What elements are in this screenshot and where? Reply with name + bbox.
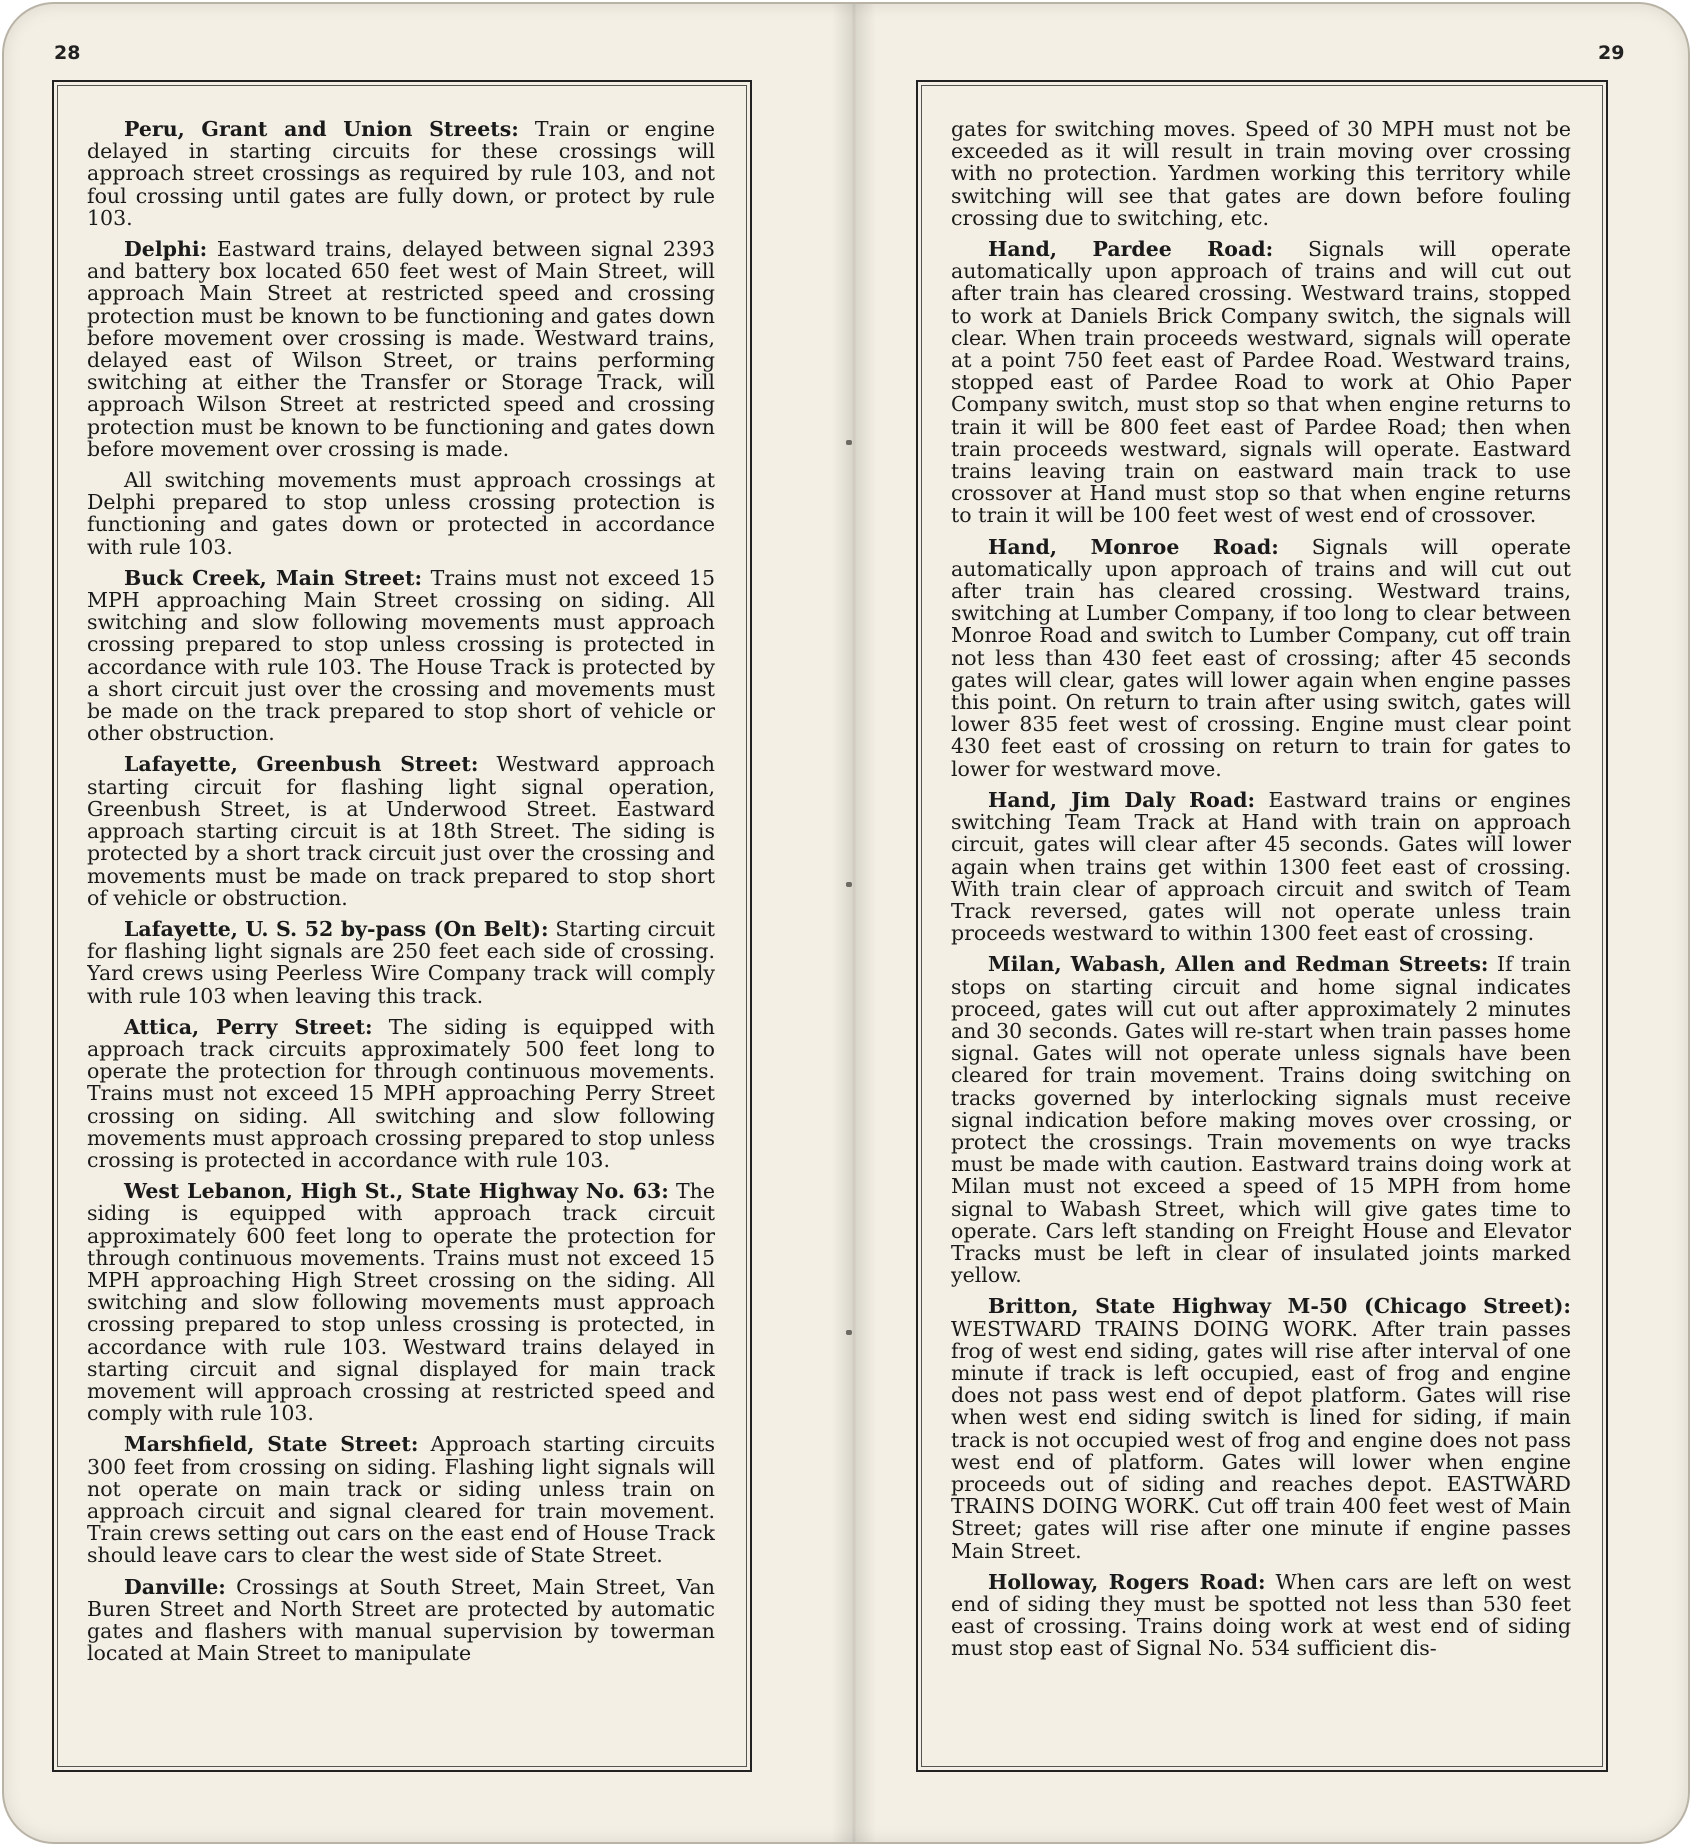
paragraph-text: Signals will operate automatically upon approach of trains and will cut out after train has cleared crossing. Westward trains, switching at Lumber Company, if too long to clear between Monroe Road and switch to Lumber Company, cut off train not less than 430 feet east of crossing; after 45 seconds gates will clear, gates will lower again when engine passes this point. On return to train after using switch, gates will lower 835 feet west of crossing. Engine must clear point 430 feet east of crossing on return to train for gates to lower for westward move.: [951, 534, 1571, 781]
left-page-frame: [52, 80, 752, 1772]
staple-mark: [846, 1330, 852, 1335]
paragraph-heading: Holloway, Rogers Road:: [988, 1569, 1266, 1594]
staple-mark: [846, 440, 852, 445]
paragraph-heading: Hand, Jim Daly Road:: [988, 787, 1256, 812]
paragraph-heading: Milan, Wabash, Allen and Redman Streets:: [988, 952, 1489, 977]
rule-paragraph: [951, 118, 1571, 229]
paragraph-heading: Buck Creek, Main Street:: [124, 565, 423, 590]
paragraph-heading: Lafayette, Greenbush Street:: [124, 752, 479, 777]
rule-paragraph: [951, 789, 1571, 944]
paragraph-heading: Attica, Perry Street:: [124, 1014, 373, 1039]
paragraph-text: gates for switching moves. Speed of 30 MPH must not be exceeded as it will result in train moving over crossing with no protection. Yardmen working this territory while switching will see that gates are down before fouling crossing due to switching, etc.: [951, 118, 1571, 230]
left-page-column: [87, 118, 715, 1750]
rule-paragraph: [951, 238, 1571, 527]
paragraph-heading: Peru, Grant and Union Streets:: [124, 118, 519, 141]
paragraph-heading: Lafayette, U. S. 52 by-pass (On Belt):: [124, 916, 549, 941]
paragraph-heading: Delphi:: [124, 237, 208, 262]
rule-paragraph: [87, 753, 715, 908]
paragraph-text: When cars are left on west end of siding they must be spotted not less than 530 feet east of crossing. Trains doing work at west end of siding must stop east of Signal No. 534 sufficient dis-: [951, 1569, 1571, 1661]
right-page-frame: [916, 80, 1608, 1772]
paragraph-text: All switching movements must approach crossings at Delphi prepared to stop unless crossing protection is functioning and gates down or protected in accordance with rule 103.: [87, 468, 715, 559]
paragraph-heading: West Lebanon, High St., State Highway No. 63:: [124, 1179, 669, 1204]
paragraph-text: Starting circuit for flashing light signals are 250 feet each side of crossing. Yard crews using Peerless Wire Company track will comply with rule 103 when leaving this track.: [87, 916, 715, 1008]
paragraph-text: Eastward trains, delayed between signal 2393 and battery box located 650 feet west of Main Street, will approach Main Street at restricted speed and crossing protection must be known to be functioning and gates down before movement over crossing is made. Westward trains, delayed east of Wilson Street, or trains performing switching at either the Transfer or Storage Track, will approach Wilson Street at restricted speed and crossing protection must be known to be functioning and gates down before movement over crossing is made.: [87, 237, 715, 461]
rule-paragraph: [951, 1571, 1571, 1660]
paragraph-text: The siding is equipped with approach track circuits approximately 500 feet long to operate the protection for through continuous movements. Trains must not exceed 15 MPH approaching Perry Street crossing on siding. All switching and slow following movements must approach crossing prepared to stop unless crossing is protected in accordance with rule 103.: [87, 1014, 715, 1172]
rule-paragraph: [87, 469, 715, 558]
rule-paragraph: [951, 536, 1571, 780]
rule-paragraph: [87, 1433, 715, 1566]
rule-paragraph: [951, 1295, 1571, 1561]
staple-mark: [846, 882, 852, 887]
left-page-number: 28: [54, 42, 81, 64]
paragraph-text: Eastward trains or engines switching Team Track at Hand with train on approach circuit, gates will clear after 45 seconds. Gates will lower again when trains get within 1300 feet east of crossing. With train clear of approach circuit and switch of Team Track reversed, gates will not operate unless train proceeds westward to within 1300 feet east of crossing.: [951, 787, 1571, 946]
right-page-column: [951, 118, 1571, 1750]
rule-paragraph: [87, 1016, 715, 1171]
book-gutter: [832, 4, 876, 1842]
rule-paragraph: [87, 238, 715, 460]
rule-paragraph: [87, 118, 715, 229]
rule-paragraph: [951, 953, 1571, 1286]
paragraph-text: The siding is equipped with approach track circuit approximately 600 feet long to operate the protection for through continuous movements. Trains must not exceed 15 MPH approaching High Street crossing on the siding. All switching and slow following movements must approach crossing prepared to stop unless crossing is protected, in accordance with rule 103. Westward trains delayed in starting circuit and signal displayed for main track movement will approach crossing at restricted speed and comply with rule 103.: [87, 1179, 715, 1426]
rule-paragraph: [87, 567, 715, 745]
paragraph-text: Signals will operate automatically upon approach of trains and will cut out after train has cleared crossing. Westward trains, stopped to work at Daniels Brick Company switch, the signals will clear. When train proceeds westward, signals will operate at a point 750 feet east of Pardee Road. Westward trains, stopped east of Pardee Road to work at Ohio Paper Company switch, must stop so that when engine returns to train it will be 800 feet east of Pardee Road; then when train proceeds westward, signals will operate. Eastward trains leaving train on eastward main track to use crossover at Hand must stop so that when engine returns to train it will be 100 feet west of west end of crossover.: [951, 237, 1571, 528]
paragraph-text: Westward approach starting circuit for flashing light signal operation, Greenbush Street, is at Underwood Street. Eastward approach starting circuit is at 18th Street. The siding is protected by a short track circuit just over the crossing and movements must be made on track prepared to stop short of vehicle or obstruction.: [87, 752, 715, 910]
paragraph-heading: Hand, Pardee Road:: [988, 237, 1274, 262]
rule-paragraph: [87, 918, 715, 1007]
rule-paragraph: [87, 1180, 715, 1424]
paragraph-text: WESTWARD TRAINS DOING WORK. After train passes frog of west end siding, gates will rise after interval of one minute if track is left occupied, east of frog and engine does not pass west end of depot platform. Gates will rise when west end siding switch is lined for siding, if main track is not occupied west of frog and engine does not pass west end of platform. Gates will lower when engine proceeds out of siding and reaches depot. EASTWARD TRAINS DOING WORK. Cut off train 400 feet west of Main Street; gates will rise after one minute if engine passes Main Street.: [951, 1316, 1571, 1563]
paragraph-text: Approach starting circuits 300 feet from crossing on siding. Flashing light signals will not operate on main track or siding unless train on approach circuit and signal cleared for train movement. Train crews setting out cars on the east end of House Track should leave cars to clear the west side of State Street.: [87, 1432, 715, 1568]
right-page-number: 29: [1598, 42, 1625, 64]
paragraph-heading: Danville:: [124, 1574, 226, 1599]
open-timetable-book: [2, 2, 1690, 1844]
paragraph-text: Train or engine delayed in starting circuits for these crossings will approach street crossings as required by rule 103, and not foul crossing until gates are fully down, or protect by rule 103.: [87, 118, 715, 230]
paragraph-text: Trains must not exceed 15 MPH approaching Main Street crossing on siding. All switching and slow following movements must approach crossing prepared to stop unless crossing is protected in accordance with rule 103. The House Track is protected by a short circuit just over the crossing and movements must be made on the track prepared to stop short of vehicle or other obstruction.: [87, 565, 715, 746]
paragraph-text: Crossings at South Street, Main Street, Van Buren Street and North Street are protected by automatic gates and flashers with manual supervision by towerman located at Main Street to manipulate: [87, 1574, 715, 1666]
paragraph-text: If train stops on starting circuit and home signal indicates proceed, gates will cut out after approximately 2 minutes and 30 seconds. Gates will re-start when train passes home signal. Gates will not operate unless signals have been cleared for train movement. Trains doing switching on tracks governed by interlocking signals must receive signal indication before making moves over crossing, or protect the crossings. Train movements on wye tracks must be made with caution. Eastward trains doing work at Milan must not exceed a speed of 15 MPH from home signal to Wabash Street, which will give gates time to operate. Cars left standing on Freight House and Elevator Tracks must be left in clear of insulated joints marked yellow.: [951, 952, 1571, 1288]
paragraph-heading: Marshfield, State Street:: [124, 1432, 419, 1457]
paragraph-heading: Hand, Monroe Road:: [988, 534, 1279, 559]
paragraph-heading: Britton, State Highway M-50 (Chicago Street):: [988, 1294, 1571, 1319]
rule-paragraph: [87, 1576, 715, 1665]
